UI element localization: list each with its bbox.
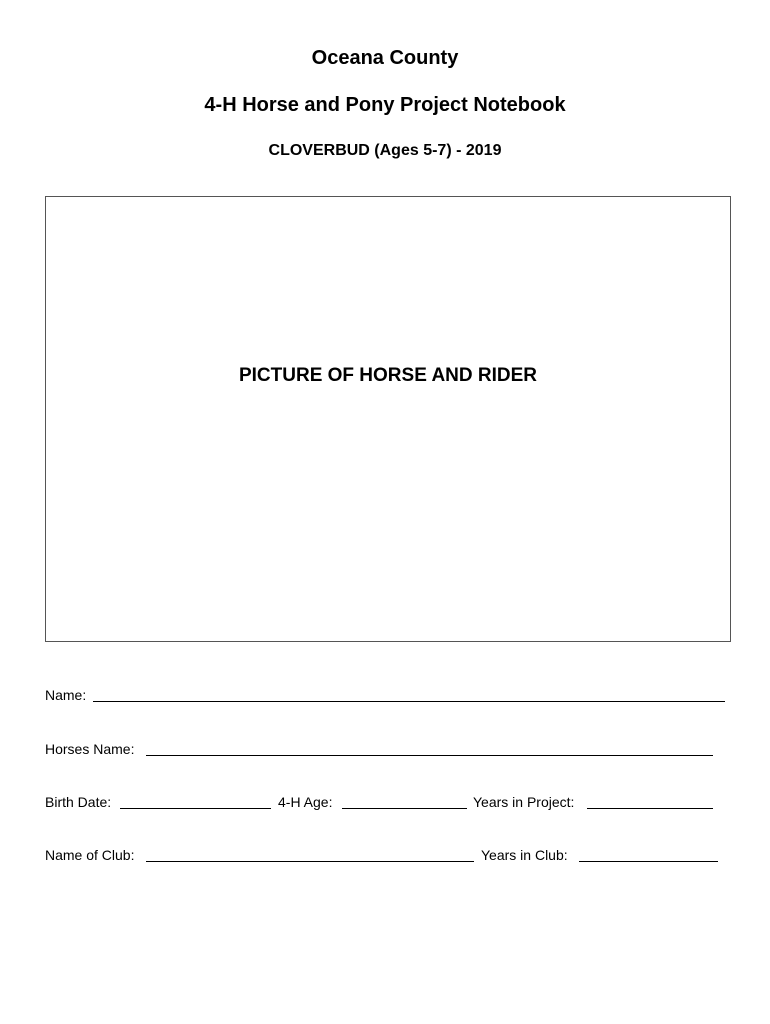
name-label: Name: bbox=[45, 687, 87, 703]
horses-name-field[interactable] bbox=[146, 755, 713, 756]
county-title: Oceana County bbox=[311, 47, 459, 69]
club-name-field[interactable] bbox=[146, 861, 474, 862]
years-in-club-label: Years in Club: bbox=[481, 847, 568, 863]
name-field[interactable] bbox=[93, 701, 725, 702]
picture-caption: PICTURE OF HORSE AND RIDER bbox=[238, 365, 538, 386]
horse-rider-picture-box bbox=[45, 196, 731, 642]
club-name-label: Name of Club: bbox=[45, 847, 135, 863]
birth-date-label: Birth Date: bbox=[45, 794, 112, 810]
division-subtitle: CLOVERBUD (Ages 5-7) - 2019 bbox=[268, 142, 502, 159]
horses-name-label: Horses Name: bbox=[45, 741, 135, 757]
age-label: 4-H Age: bbox=[278, 794, 333, 810]
years-in-project-label: Years in Project: bbox=[473, 794, 575, 810]
years-in-project-field[interactable] bbox=[587, 808, 713, 809]
age-field[interactable] bbox=[342, 808, 467, 809]
birth-date-field[interactable] bbox=[120, 808, 271, 809]
years-in-club-field[interactable] bbox=[579, 861, 718, 862]
notebook-title: 4-H Horse and Pony Project Notebook bbox=[204, 94, 566, 116]
